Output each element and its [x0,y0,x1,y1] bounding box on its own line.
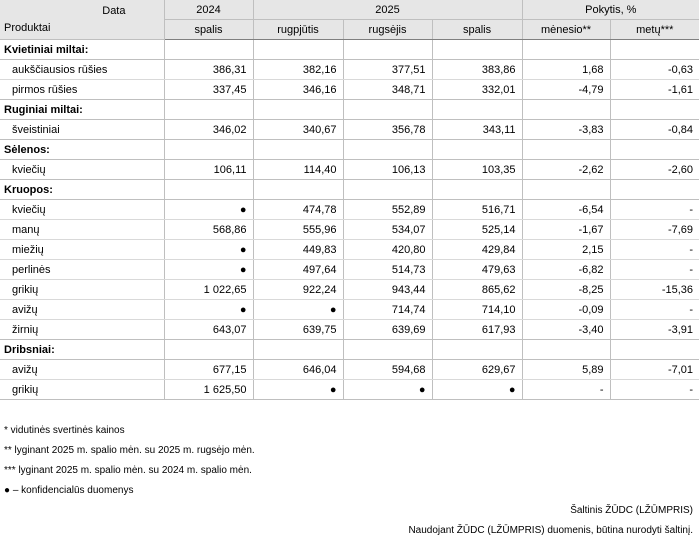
section-row [0,180,699,200]
value-cell: 516,71 [432,200,522,220]
value-cell: ● [164,200,253,220]
section-row [0,100,699,120]
value-cell: 474,78 [253,200,343,220]
value-cell: -4,79 [522,80,610,100]
value-cell: 346,02 [164,120,253,140]
value-cell: 922,24 [253,280,343,300]
product-name: kviečių [0,200,164,220]
section-empty-cell [522,340,610,360]
section-empty-cell [164,140,253,160]
value-cell: -0,84 [610,120,699,140]
table-row [0,160,699,180]
value-cell: -3,83 [522,120,610,140]
table-body [0,40,699,400]
value-cell: ● [253,380,343,400]
section-row [0,340,699,360]
section-empty-cell [432,140,522,160]
value-cell: - [610,260,699,280]
section-title: Kruopos: [0,180,164,200]
value-cell: 629,67 [432,360,522,380]
value-cell: 343,11 [432,120,522,140]
product-name: kviečių [0,160,164,180]
footnote-confidential: ● – konfidencialūs duomenys [4,485,134,496]
value-cell: 639,75 [253,320,343,340]
value-cell: -0,09 [522,300,610,320]
section-empty-cell [253,40,343,60]
value-cell: -8,25 [522,280,610,300]
year-2024-header: 2024 [164,0,253,20]
section-empty-cell [253,100,343,120]
value-cell: 420,80 [343,240,432,260]
product-name: grikių [0,380,164,400]
value-cell: - [610,380,699,400]
value-cell: 555,96 [253,220,343,240]
value-cell: 5,89 [522,360,610,380]
table-row [0,260,699,280]
section-empty-cell [164,340,253,360]
value-cell: ● [164,300,253,320]
table-row [0,220,699,240]
value-cell: 340,67 [253,120,343,140]
col-monthly-change: mėnesio** [522,20,610,40]
section-empty-cell [610,100,699,120]
product-name: perlinės [0,260,164,280]
col-2025-spalis: spalis [432,20,522,40]
section-row [0,40,699,60]
section-empty-cell [610,40,699,60]
value-cell: 497,64 [253,260,343,280]
value-cell: -3,40 [522,320,610,340]
section-empty-cell [432,40,522,60]
value-cell: 479,63 [432,260,522,280]
table-row [0,380,699,400]
value-cell: 383,86 [432,60,522,80]
value-cell: 714,10 [432,300,522,320]
value-cell: 1,68 [522,60,610,80]
table-row [0,240,699,260]
section-empty-cell [522,100,610,120]
value-cell: - [610,300,699,320]
section-row [0,140,699,160]
citation-note: Naudojant ŽŪDC (LŽŪMPRIS) duomenis, būtina nurodyti šaltinį. [408,525,693,536]
section-empty-cell [164,180,253,200]
value-cell: 348,71 [343,80,432,100]
value-cell: -6,54 [522,200,610,220]
value-cell: -6,82 [522,260,610,280]
section-empty-cell [343,340,432,360]
table-row [0,300,699,320]
product-name: pirmos rūšies [0,80,164,100]
section-empty-cell [343,140,432,160]
section-empty-cell [253,180,343,200]
source-label: Šaltinis ŽŪDC (LŽŪMPRIS) [570,505,693,516]
footnote-yearly: *** lyginant 2025 m. spalio mėn. su 2024 m. spalio mėn. [4,465,252,476]
value-cell: ● [164,260,253,280]
product-name: žirnių [0,320,164,340]
section-title: Ruginiai miltai: [0,100,164,120]
value-cell: -1,67 [522,220,610,240]
table-row [0,320,699,340]
value-cell: 594,68 [343,360,432,380]
value-cell: 514,73 [343,260,432,280]
section-empty-cell [164,100,253,120]
value-cell: ● [253,300,343,320]
section-title: Dribsniai: [0,340,164,360]
section-empty-cell [610,340,699,360]
product-name: šveistiniai [0,120,164,140]
table-row [0,360,699,380]
section-title: Sėlenos: [0,140,164,160]
value-cell: ● [343,380,432,400]
col-yearly-change: metų*** [610,20,699,40]
product-name: avižų [0,300,164,320]
year-2025-header: 2025 [253,0,522,20]
value-cell: 1 022,65 [164,280,253,300]
table-row [0,280,699,300]
value-cell: -1,61 [610,80,699,100]
product-name: avižų [0,360,164,380]
value-cell: 525,14 [432,220,522,240]
value-cell: 639,69 [343,320,432,340]
section-empty-cell [253,140,343,160]
section-empty-cell [432,180,522,200]
value-cell: - [610,240,699,260]
section-empty-cell [343,40,432,60]
section-empty-cell [522,180,610,200]
product-name: miežių [0,240,164,260]
value-cell: 643,07 [164,320,253,340]
value-cell: -2,60 [610,160,699,180]
value-cell: 714,74 [343,300,432,320]
value-cell: -0,63 [610,60,699,80]
value-cell: 943,44 [343,280,432,300]
corner-data-label: Data [102,5,126,17]
value-cell: 534,07 [343,220,432,240]
col-2024-spalis: spalis [164,20,253,40]
table-row [0,200,699,220]
section-empty-cell [343,100,432,120]
value-cell: -7,69 [610,220,699,240]
section-empty-cell [343,180,432,200]
value-cell: ● [164,240,253,260]
value-cell: 114,40 [253,160,343,180]
value-cell: 382,16 [253,60,343,80]
product-name: grikių [0,280,164,300]
value-cell: -15,36 [610,280,699,300]
section-empty-cell [432,100,522,120]
table-row [0,60,699,80]
footnote-monthly: ** lyginant 2025 m. spalio mėn. su 2025 m. rugsėjo mėn. [4,445,255,456]
header-corner-cell [0,0,164,40]
value-cell: 646,04 [253,360,343,380]
value-cell: -7,01 [610,360,699,380]
value-cell: 377,51 [343,60,432,80]
section-empty-cell [432,340,522,360]
section-empty-cell [610,140,699,160]
table-row [0,80,699,100]
value-cell: 865,62 [432,280,522,300]
value-cell: 1 625,50 [164,380,253,400]
value-cell: 429,84 [432,240,522,260]
value-cell: - [522,380,610,400]
value-cell: 106,13 [343,160,432,180]
product-name: aukščiausios rūšies [0,60,164,80]
value-cell: - [610,200,699,220]
col-rugsejis: rugsėjis [343,20,432,40]
value-cell: 386,31 [164,60,253,80]
section-empty-cell [610,180,699,200]
footnote-average: * vidutinės svertinės kainos [4,425,125,436]
value-cell: 356,78 [343,120,432,140]
value-cell: 346,16 [253,80,343,100]
header-row-years [0,0,699,20]
value-cell: 449,83 [253,240,343,260]
value-cell: ● [432,380,522,400]
value-cell: 332,01 [432,80,522,100]
section-empty-cell [522,40,610,60]
section-empty-cell [164,40,253,60]
section-title: Kvietiniai miltai: [0,40,164,60]
value-cell: 617,93 [432,320,522,340]
value-cell: 337,45 [164,80,253,100]
value-cell: -3,91 [610,320,699,340]
value-cell: 568,86 [164,220,253,240]
value-cell: 103,35 [432,160,522,180]
value-cell: -2,62 [522,160,610,180]
product-name: manų [0,220,164,240]
section-empty-cell [522,140,610,160]
value-cell: 2,15 [522,240,610,260]
value-cell: 106,11 [164,160,253,180]
value-cell: 677,15 [164,360,253,380]
table-row [0,120,699,140]
corner-products-label: Produktai [4,22,51,34]
value-cell: 552,89 [343,200,432,220]
col-rugpjutis: rugpjūtis [253,20,343,40]
change-header: Pokytis, % [522,0,699,20]
section-empty-cell [253,340,343,360]
